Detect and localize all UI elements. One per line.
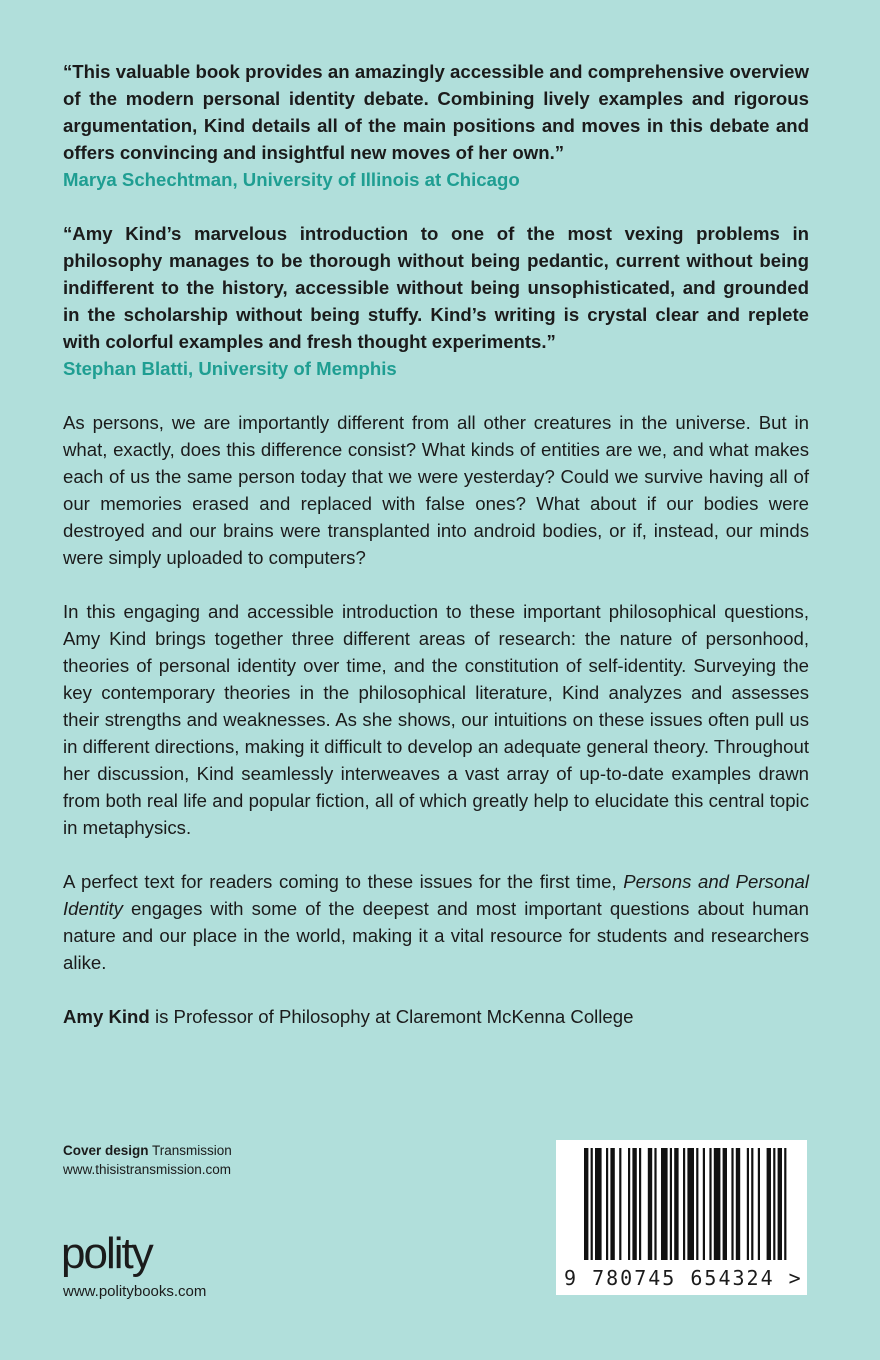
author-bio	[63, 1003, 809, 1030]
cover-designer: Transmission	[148, 1143, 232, 1158]
book-title: Persons and Personal Identity	[63, 871, 810, 919]
review-quote-1: “This valuable book provides an amazingly accessible and comprehensive overview of the modern personal identity debate. Combining lively examples and rigorous argumentation, Kind details all of the main positions and moves in this debate and offers convincing and insightful new moves of her own.”	[63, 61, 809, 163]
barcode-bar	[687, 1148, 694, 1260]
description-paragraph-2: In this engaging and accessible introduction to these important philosophical questions, Amy Kind brings together three different areas of research: the nature of personhood, theories of personal identity over time, and the constitution of self-identity. Surveying the key contemporary theories in the philosophical literature, Kind analyzes and assesses their strengths and weaknesses. As she shows, our intuitions on these issues often pull us in different directions, making it difficult to develop an adequate general theory. Throughout her discussion, Kind seamlessly interweaves a vast array of up-to-date examples drawn from both real life and popular fiction, all of which greatly help to elucidate this central topic in metaphysics.	[63, 601, 809, 838]
isbn-number: 9 780745 654324 >	[564, 1266, 803, 1290]
barcode-bar	[747, 1148, 749, 1260]
review-attribution-2: Stephan Blatti, University of Memphis	[63, 358, 397, 379]
closing-paragraph	[63, 868, 809, 976]
barcode-bar	[595, 1148, 602, 1260]
barcode-bar	[670, 1148, 672, 1260]
barcode-bar	[683, 1148, 685, 1260]
barcode-bar	[736, 1148, 740, 1260]
author-name: Amy Kind	[63, 1006, 150, 1027]
barcode-bar	[610, 1148, 614, 1260]
closing-text-end: engages with some of the deepest and most important questions about human nature and our place in the world, making it a vital resource for students and researchers alike.	[63, 898, 809, 973]
barcode-bar	[654, 1148, 656, 1260]
cover-credits	[63, 1141, 232, 1179]
barcode-bar	[606, 1148, 608, 1260]
barcode-bar	[731, 1148, 733, 1260]
polity-logo: polity	[61, 1229, 152, 1278]
barcode-bar	[703, 1148, 705, 1260]
barcode-bar	[639, 1148, 641, 1260]
publisher-url: www.politybooks.com	[63, 1283, 207, 1300]
barcode-bar	[758, 1148, 760, 1260]
barcode-bar	[591, 1148, 593, 1260]
barcode-bar	[778, 1148, 782, 1260]
barcode-bar	[696, 1148, 698, 1260]
author-bio-text: is Professor of Philosophy at Claremont McKenna College	[149, 1006, 634, 1027]
review-attribution-1: Marya Schechtman, University of Illinois at Chicago	[63, 169, 520, 190]
description-paragraph-1: As persons, we are importantly different from all other creatures in the universe. But in what, exactly, does this difference consist? What kinds of entities are we, and what makes each of us the same person today that we were yesterday? Could we survive having all of our memories erased and replaced with false ones? What about if our bodies were destroyed and our brains were transplanted into android bodies, or if, instead, our minds were simply uploaded to computers?	[63, 412, 809, 568]
barcode-bar	[648, 1148, 652, 1260]
barcode-bar	[784, 1148, 786, 1260]
barcode-bar	[767, 1148, 771, 1260]
barcode-bar	[751, 1148, 753, 1260]
cover-design-label: Cover design	[63, 1143, 149, 1158]
barcode-bar	[632, 1148, 636, 1260]
barcode-bar	[773, 1148, 775, 1260]
barcode-bar	[628, 1148, 630, 1260]
barcode-bar	[584, 1148, 588, 1260]
barcode-bar	[714, 1148, 721, 1260]
barcode-bar	[661, 1148, 668, 1260]
barcode-bar	[723, 1148, 727, 1260]
designer-url: www.thisistransmission.com	[63, 1162, 232, 1177]
barcode-bar	[674, 1148, 678, 1260]
closing-text-start: A perfect text for readers coming to these issues for the first time,	[63, 871, 624, 892]
barcode-bar	[709, 1148, 711, 1260]
isbn-barcode	[556, 1140, 807, 1295]
barcode-bar	[619, 1148, 621, 1260]
back-cover-text	[63, 58, 809, 1030]
review-quote-2: “Amy Kind’s marvelous introduction to one of the most vexing problems in philosophy manages to be thorough without being pedantic, current without being indifferent to the history, accessible without being unsophisticated, and grounded in the scholarship without being stuffy. Kind’s writing is crystal clear and replete with colorful examples and fresh thought experiments.”	[63, 223, 809, 352]
